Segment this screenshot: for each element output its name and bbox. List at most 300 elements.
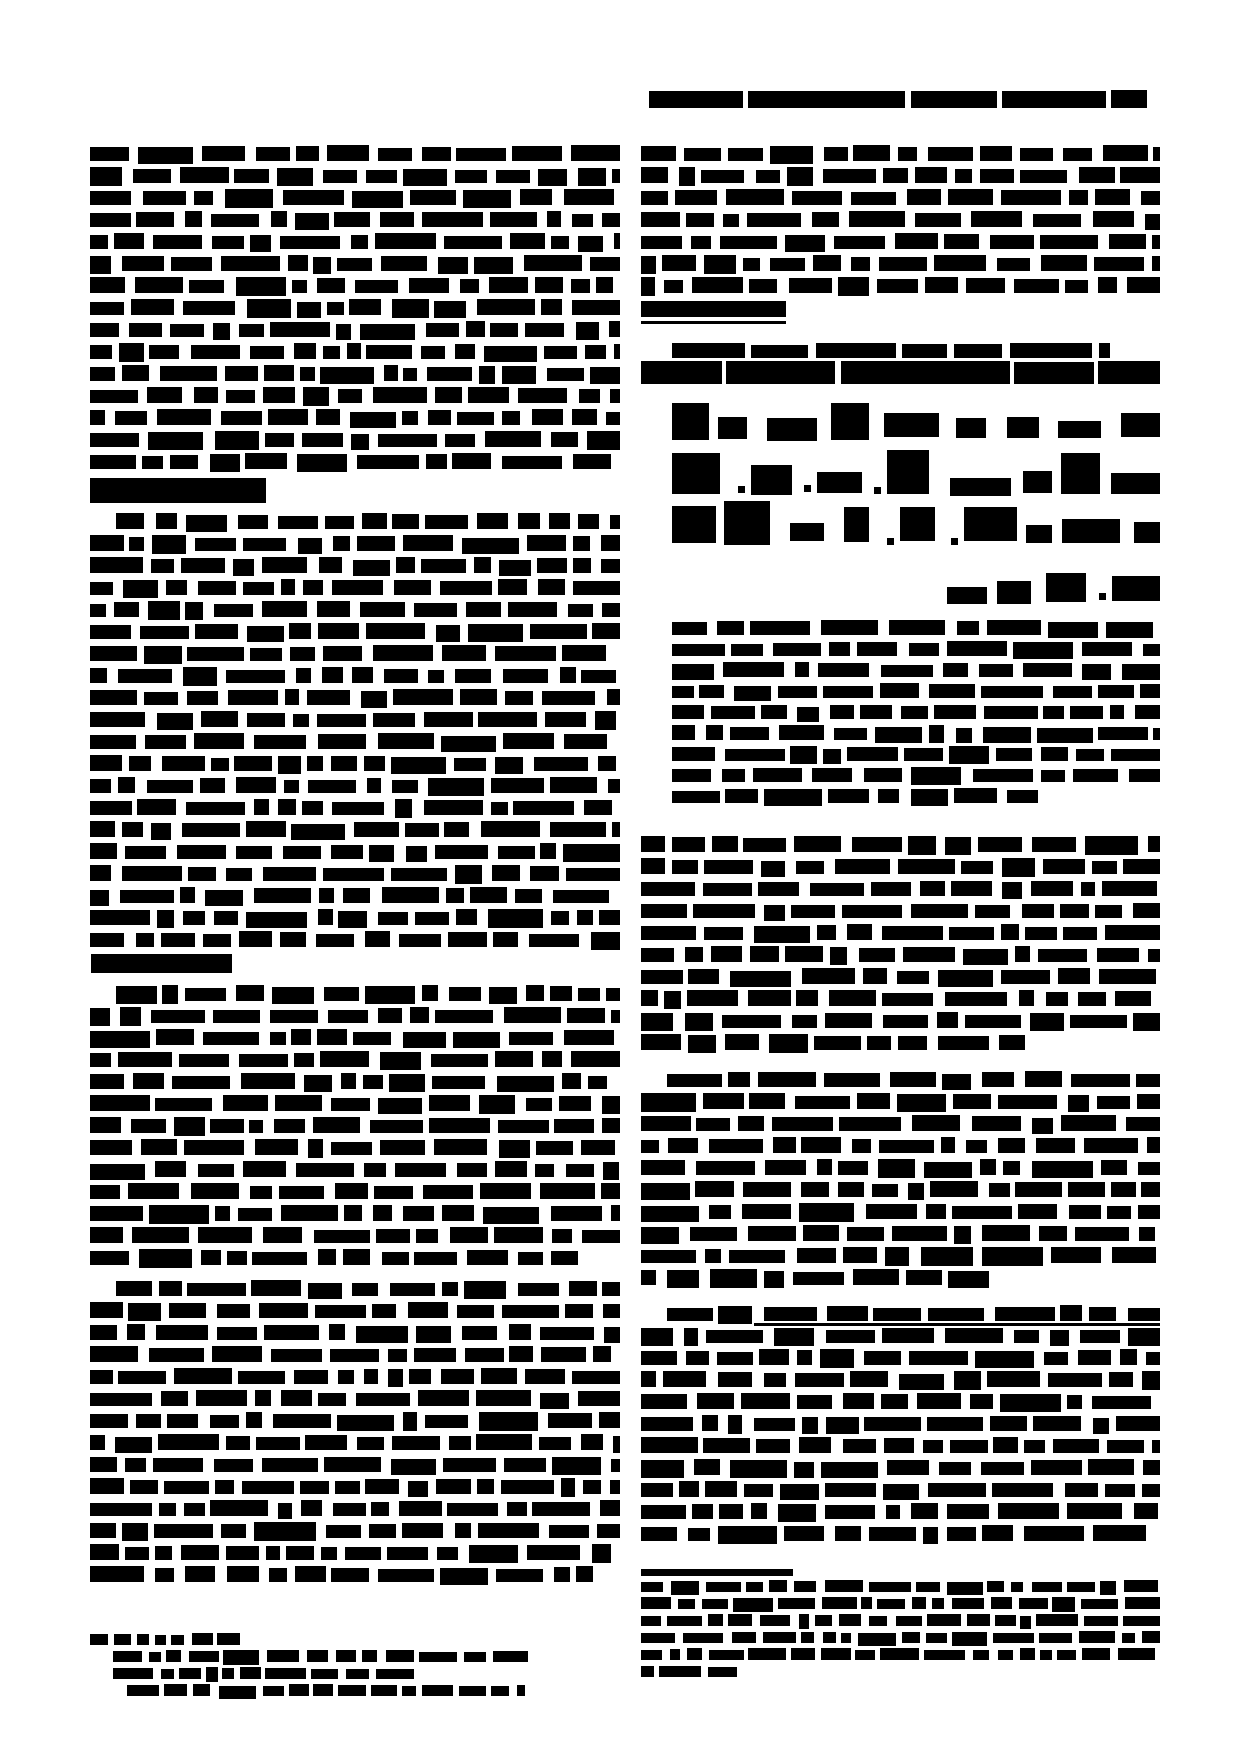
word-blob bbox=[759, 1349, 789, 1365]
word-blob bbox=[672, 686, 694, 698]
word-blob bbox=[1142, 1484, 1160, 1497]
word-blob bbox=[416, 1229, 438, 1243]
word-blob bbox=[1002, 858, 1035, 877]
script-diacritic-mark bbox=[738, 486, 745, 493]
word-blob bbox=[169, 1303, 206, 1318]
word-blob bbox=[502, 1305, 559, 1318]
word-blob bbox=[948, 1271, 989, 1288]
word-blob bbox=[289, 623, 311, 639]
word-blob bbox=[611, 1205, 620, 1221]
word-blob bbox=[1044, 1352, 1068, 1365]
word-blob bbox=[440, 581, 492, 595]
word-blob bbox=[144, 646, 182, 664]
word-blob bbox=[289, 1684, 309, 1696]
word-blob bbox=[263, 867, 316, 881]
word-blob bbox=[147, 780, 193, 793]
word-blob bbox=[196, 1390, 247, 1406]
word-blob bbox=[1105, 1484, 1135, 1497]
word-blob bbox=[434, 301, 466, 318]
word-blob bbox=[769, 1580, 787, 1592]
word-blob bbox=[90, 557, 143, 573]
word-blob bbox=[90, 646, 137, 661]
word-blob bbox=[897, 1094, 946, 1112]
word-blob bbox=[883, 168, 908, 183]
word-blob bbox=[488, 909, 543, 928]
word-blob bbox=[641, 990, 658, 1006]
word-blob bbox=[1057, 1650, 1076, 1660]
word-blob bbox=[711, 946, 742, 962]
word-blob bbox=[748, 1648, 786, 1660]
word-blob bbox=[392, 780, 418, 793]
word-blob bbox=[467, 1250, 508, 1265]
word-blob bbox=[469, 1545, 518, 1563]
word-blob bbox=[113, 1668, 153, 1679]
word-blob bbox=[907, 189, 941, 205]
text-line bbox=[641, 1203, 1160, 1219]
word-blob bbox=[849, 211, 905, 227]
word-blob bbox=[954, 1371, 981, 1390]
word-blob bbox=[90, 910, 150, 925]
display-script-line bbox=[672, 403, 1160, 441]
word-blob bbox=[180, 887, 195, 903]
word-blob bbox=[987, 1581, 1004, 1592]
word-blob bbox=[444, 822, 469, 837]
word-blob bbox=[564, 189, 614, 205]
word-blob bbox=[114, 602, 139, 617]
word-blob bbox=[963, 949, 1008, 965]
word-blob bbox=[492, 865, 520, 881]
word-blob bbox=[184, 1503, 205, 1516]
word-blob bbox=[459, 1686, 486, 1696]
word-blob bbox=[456, 148, 506, 161]
word-blob bbox=[585, 345, 606, 359]
word-blob bbox=[610, 1480, 620, 1494]
word-blob bbox=[1032, 1161, 1093, 1178]
word-blob bbox=[552, 1229, 572, 1243]
word-blob bbox=[90, 1302, 123, 1318]
word-blob bbox=[213, 1010, 260, 1023]
word-blob bbox=[355, 280, 398, 293]
word-blob bbox=[779, 725, 824, 740]
word-blob bbox=[210, 1119, 244, 1133]
word-blob bbox=[259, 1303, 308, 1318]
word-blob bbox=[291, 1029, 311, 1045]
word-blob bbox=[466, 602, 501, 617]
word-blob bbox=[149, 1205, 209, 1224]
right-column bbox=[641, 0, 1160, 1754]
word-blob bbox=[474, 557, 491, 573]
text-line bbox=[90, 409, 620, 425]
word-blob bbox=[378, 1569, 434, 1582]
word-blob bbox=[1115, 991, 1151, 1006]
word-blob bbox=[1069, 1205, 1101, 1219]
word-blob bbox=[387, 1547, 428, 1560]
word-blob bbox=[335, 1183, 368, 1199]
word-blob bbox=[704, 860, 753, 874]
word-blob bbox=[280, 236, 340, 249]
word-blob bbox=[284, 780, 299, 793]
word-blob bbox=[641, 1633, 675, 1643]
word-blob bbox=[251, 1280, 301, 1296]
word-blob bbox=[712, 836, 738, 852]
word-blob bbox=[326, 1525, 361, 1538]
word-blob bbox=[438, 257, 468, 274]
word-blob bbox=[567, 1008, 605, 1023]
word-blob bbox=[1082, 664, 1111, 680]
word-blob bbox=[927, 1614, 961, 1626]
word-blob bbox=[1071, 1074, 1130, 1087]
word-blob bbox=[294, 1370, 328, 1384]
word-blob bbox=[336, 1650, 356, 1662]
word-blob bbox=[578, 514, 599, 529]
word-blob bbox=[90, 1164, 145, 1180]
word-blob bbox=[588, 1076, 607, 1089]
word-blob bbox=[250, 1186, 272, 1199]
word-blob bbox=[90, 1325, 117, 1340]
word-blob bbox=[422, 985, 438, 1001]
word-blob bbox=[409, 278, 449, 293]
word-blob bbox=[576, 1566, 593, 1582]
word-blob bbox=[938, 970, 993, 987]
word-blob bbox=[948, 189, 993, 205]
script-glyph-blob bbox=[887, 450, 929, 494]
word-blob bbox=[909, 1351, 968, 1365]
word-blob bbox=[852, 837, 902, 852]
word-blob bbox=[691, 236, 711, 249]
word-blob bbox=[728, 148, 763, 161]
word-blob bbox=[313, 1684, 333, 1696]
word-blob bbox=[571, 145, 620, 161]
text-line bbox=[90, 513, 620, 529]
script-glyph-blob bbox=[1111, 473, 1160, 494]
word-blob bbox=[812, 212, 839, 227]
word-blob bbox=[603, 1162, 619, 1180]
word-blob bbox=[978, 837, 1022, 852]
word-blob bbox=[1000, 1394, 1061, 1412]
word-blob bbox=[403, 1412, 417, 1431]
text-line bbox=[641, 1012, 1160, 1028]
word-blob bbox=[1109, 234, 1146, 249]
word-blob bbox=[491, 802, 508, 815]
word-blob bbox=[601, 535, 620, 551]
word-blob bbox=[435, 845, 488, 859]
word-blob bbox=[998, 1503, 1059, 1519]
word-blob bbox=[155, 1161, 186, 1177]
word-blob bbox=[414, 603, 457, 617]
word-blob bbox=[928, 1483, 986, 1497]
word-blob bbox=[581, 1434, 603, 1450]
word-blob bbox=[725, 789, 758, 803]
word-blob bbox=[315, 1305, 366, 1318]
word-blob bbox=[225, 189, 273, 208]
word-blob bbox=[855, 1650, 875, 1660]
word-blob bbox=[773, 643, 821, 656]
text-line bbox=[641, 1437, 1160, 1453]
word-blob bbox=[851, 257, 870, 271]
word-blob bbox=[599, 1412, 620, 1428]
word-blob bbox=[898, 1036, 927, 1050]
word-blob bbox=[728, 1072, 750, 1087]
word-blob bbox=[529, 934, 579, 947]
word-blob bbox=[1060, 904, 1089, 918]
word-blob bbox=[499, 560, 531, 576]
word-blob bbox=[264, 365, 294, 381]
word-blob bbox=[547, 368, 584, 381]
text-line bbox=[641, 1159, 1160, 1175]
word-blob bbox=[909, 643, 939, 656]
text-line bbox=[90, 689, 620, 705]
text-line bbox=[90, 1029, 620, 1045]
word-blob bbox=[391, 1459, 436, 1475]
word-blob bbox=[170, 324, 204, 337]
text-line bbox=[641, 880, 1160, 896]
word-blob bbox=[951, 881, 992, 896]
word-blob bbox=[90, 213, 131, 227]
word-blob bbox=[389, 1074, 425, 1092]
word-blob bbox=[718, 1306, 752, 1324]
word-blob bbox=[338, 911, 367, 928]
word-blob bbox=[701, 170, 744, 183]
word-blob bbox=[692, 277, 743, 293]
word-blob bbox=[193, 1684, 210, 1696]
word-blob bbox=[90, 455, 136, 469]
word-blob bbox=[730, 971, 791, 987]
word-blob bbox=[238, 515, 268, 529]
script-glyph-blob bbox=[718, 417, 747, 439]
word-blob bbox=[641, 1483, 673, 1497]
word-blob bbox=[122, 256, 164, 271]
word-blob bbox=[572, 409, 597, 425]
word-blob bbox=[799, 1437, 831, 1453]
word-blob bbox=[446, 888, 464, 903]
word-blob bbox=[285, 689, 299, 705]
script-glyph-blob bbox=[1121, 413, 1160, 437]
word-blob bbox=[1036, 1614, 1078, 1626]
word-blob bbox=[1079, 1631, 1115, 1643]
word-blob bbox=[327, 145, 369, 161]
word-blob bbox=[1040, 235, 1098, 249]
word-blob bbox=[1095, 189, 1130, 205]
word-blob bbox=[203, 934, 231, 947]
text-line bbox=[90, 1007, 620, 1023]
word-blob bbox=[702, 1599, 728, 1609]
word-blob bbox=[408, 1481, 428, 1497]
text-line bbox=[90, 1324, 620, 1340]
word-blob bbox=[797, 707, 819, 722]
word-blob bbox=[215, 431, 259, 450]
word-blob bbox=[1039, 1226, 1067, 1241]
word-blob bbox=[1014, 279, 1059, 293]
word-blob bbox=[90, 367, 115, 381]
verse-line bbox=[113, 1667, 423, 1679]
word-blob bbox=[770, 146, 813, 164]
word-blob bbox=[538, 579, 565, 595]
word-blob bbox=[912, 1115, 960, 1131]
word-blob bbox=[990, 1416, 1027, 1431]
script-glyph-blob bbox=[956, 418, 986, 438]
word-blob bbox=[821, 620, 878, 635]
text-line bbox=[641, 1034, 1025, 1050]
word-blob bbox=[815, 1615, 832, 1626]
word-blob bbox=[742, 1204, 791, 1219]
word-blob bbox=[336, 324, 351, 340]
word-blob bbox=[324, 987, 359, 1001]
word-blob bbox=[139, 1249, 192, 1268]
word-blob bbox=[1024, 1526, 1084, 1541]
word-blob bbox=[90, 345, 112, 359]
text-line bbox=[641, 277, 1160, 293]
word-blob bbox=[942, 1074, 971, 1090]
word-blob bbox=[572, 1371, 620, 1384]
word-blob bbox=[564, 734, 607, 749]
display-script-line bbox=[672, 501, 1160, 545]
word-blob bbox=[373, 1205, 392, 1221]
word-blob bbox=[212, 236, 244, 249]
text-line bbox=[90, 453, 620, 469]
word-blob bbox=[683, 1633, 723, 1643]
word-blob bbox=[726, 189, 784, 205]
word-blob bbox=[817, 1159, 832, 1175]
word-blob bbox=[381, 256, 427, 271]
word-blob bbox=[980, 1159, 996, 1175]
word-blob bbox=[679, 1481, 699, 1497]
word-blob bbox=[765, 1160, 806, 1175]
word-blob bbox=[641, 1527, 677, 1541]
word-blob bbox=[1127, 277, 1160, 293]
word-blob bbox=[167, 1414, 198, 1428]
word-blob bbox=[376, 1669, 414, 1679]
script-glyph-blob bbox=[950, 478, 1011, 496]
script-diacritic-mark bbox=[874, 487, 881, 494]
text-line bbox=[641, 1459, 1160, 1475]
word-blob bbox=[906, 1270, 942, 1285]
word-blob bbox=[1053, 1439, 1099, 1453]
word-blob bbox=[316, 934, 354, 947]
word-blob bbox=[189, 1651, 219, 1662]
word-blob bbox=[345, 1547, 381, 1560]
word-blob bbox=[498, 1120, 549, 1133]
text-line bbox=[90, 1456, 620, 1472]
word-blob bbox=[791, 905, 835, 918]
word-blob bbox=[272, 987, 314, 1004]
word-blob bbox=[641, 882, 695, 896]
word-blob bbox=[456, 909, 477, 925]
word-blob bbox=[810, 883, 864, 896]
word-blob bbox=[428, 670, 444, 683]
word-blob bbox=[1053, 686, 1092, 698]
word-blob bbox=[343, 1249, 370, 1265]
word-blob bbox=[672, 644, 725, 656]
word-blob bbox=[130, 1480, 158, 1494]
word-blob bbox=[255, 1390, 271, 1406]
word-blob bbox=[307, 690, 350, 705]
word-blob bbox=[90, 1140, 132, 1155]
word-blob bbox=[277, 168, 313, 186]
word-blob bbox=[947, 1582, 983, 1595]
word-blob bbox=[515, 889, 542, 903]
word-blob bbox=[520, 189, 552, 205]
word-blob bbox=[1082, 1648, 1110, 1660]
word-blob bbox=[758, 1072, 816, 1087]
word-blob bbox=[468, 387, 509, 403]
word-blob bbox=[1001, 190, 1061, 205]
script-glyph-blob bbox=[844, 507, 869, 542]
word-blob bbox=[793, 1272, 844, 1285]
word-blob bbox=[796, 990, 818, 1006]
word-blob bbox=[436, 625, 460, 642]
word-blob bbox=[1060, 1305, 1082, 1321]
word-blob bbox=[939, 1462, 971, 1475]
word-blob bbox=[191, 1183, 239, 1199]
text-line bbox=[90, 1183, 620, 1199]
text-line bbox=[90, 1302, 620, 1318]
word-blob bbox=[1015, 1182, 1062, 1197]
word-blob bbox=[545, 712, 586, 727]
word-blob bbox=[947, 641, 1007, 656]
word-blob bbox=[241, 1073, 295, 1089]
word-blob bbox=[526, 985, 544, 1001]
word-blob bbox=[223, 1650, 259, 1665]
text-line bbox=[90, 1390, 620, 1406]
word-blob bbox=[185, 602, 203, 620]
word-blob bbox=[278, 1503, 292, 1519]
word-blob bbox=[264, 1325, 319, 1340]
word-blob bbox=[137, 1634, 149, 1645]
word-blob bbox=[453, 1032, 500, 1048]
word-blob bbox=[468, 624, 523, 642]
word-blob bbox=[402, 1523, 443, 1538]
word-blob bbox=[924, 1162, 972, 1178]
word-blob bbox=[850, 1371, 888, 1387]
word-blob bbox=[513, 801, 574, 815]
word-blob bbox=[1152, 1440, 1160, 1453]
word-blob bbox=[824, 1073, 880, 1087]
word-blob bbox=[902, 1632, 920, 1643]
word-blob bbox=[1093, 1418, 1109, 1434]
word-blob bbox=[1137, 1094, 1160, 1109]
display-script-line bbox=[947, 562, 1160, 604]
script-diacritic-mark bbox=[1099, 593, 1106, 600]
word-blob bbox=[1043, 706, 1064, 719]
word-blob bbox=[920, 881, 945, 896]
display-script-line bbox=[672, 450, 1160, 496]
word-blob bbox=[435, 387, 462, 403]
word-blob bbox=[1136, 1074, 1160, 1087]
word-blob bbox=[323, 170, 357, 183]
word-blob bbox=[90, 433, 139, 447]
text-line bbox=[90, 365, 620, 381]
word-blob bbox=[904, 748, 943, 761]
word-blob bbox=[1030, 1013, 1064, 1031]
word-blob bbox=[518, 513, 540, 529]
word-blob bbox=[542, 691, 595, 705]
word-blob bbox=[1088, 1459, 1134, 1475]
word-blob bbox=[1041, 747, 1068, 761]
word-blob bbox=[607, 689, 620, 705]
word-blob bbox=[268, 409, 308, 425]
word-blob bbox=[993, 1633, 1034, 1643]
word-blob bbox=[449, 987, 481, 1001]
word-blob bbox=[982, 1225, 1030, 1241]
word-blob bbox=[303, 580, 323, 595]
word-blob bbox=[382, 887, 439, 903]
word-blob bbox=[945, 992, 1007, 1006]
word-blob bbox=[839, 1614, 861, 1626]
script-glyph-blob bbox=[1058, 421, 1101, 438]
word-blob bbox=[956, 728, 972, 743]
word-blob bbox=[181, 1545, 219, 1560]
word-blob bbox=[530, 624, 587, 639]
